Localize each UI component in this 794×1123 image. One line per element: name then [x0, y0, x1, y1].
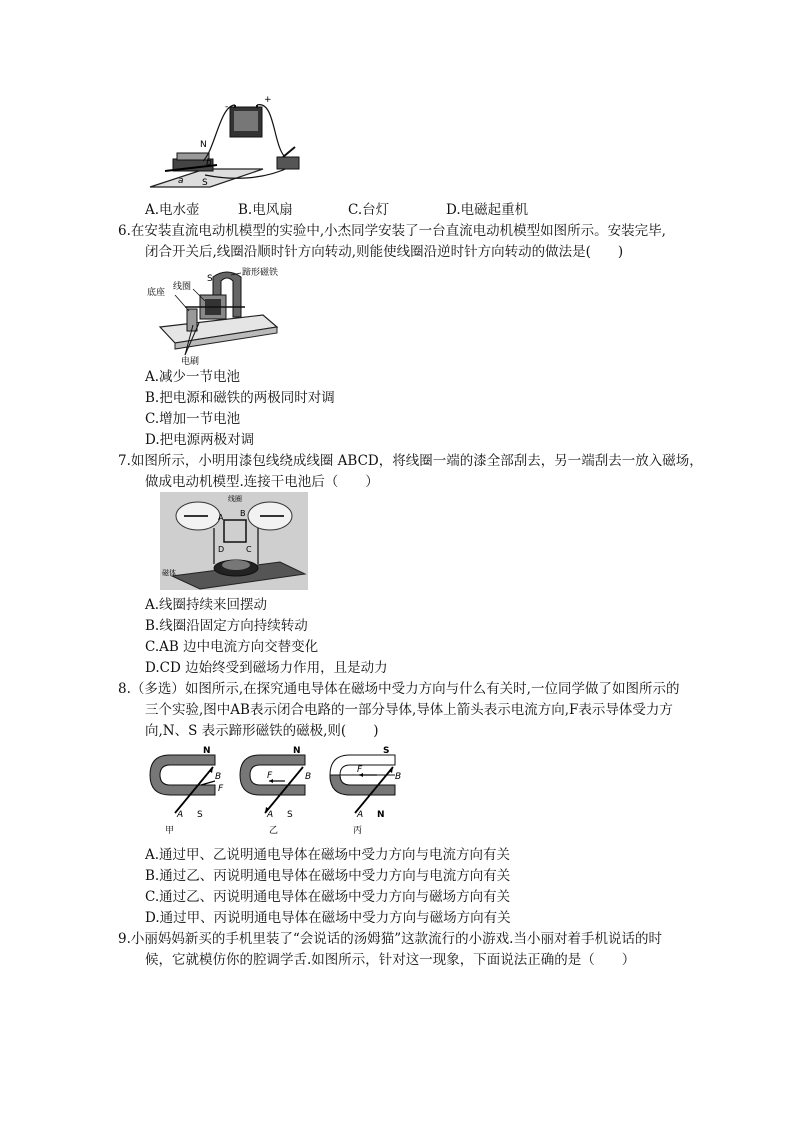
q6-stem-line1: 6.在安装直流电动机模型的实验中,小杰同学安装了一台直流电动机模型如图所示。安装完毕,	[118, 223, 666, 239]
q8-bing-f: F	[357, 765, 363, 775]
q6-stem-line2: 闭合开关后,线圈沿顺时针方向转动,则能使线圈沿逆时针方向转动的做法是( )	[145, 244, 624, 260]
q8-jia-top: N	[203, 746, 211, 756]
q7-coil-figure	[160, 492, 308, 590]
q8-stem-line3: 向,N、S 表示蹄形磁铁的磁极,则( )	[145, 723, 379, 739]
q8-yi-f: F	[267, 771, 273, 781]
q6-label-s: S	[207, 274, 213, 284]
q8-bing-a: A	[357, 810, 364, 820]
q5-option-c[interactable]: C.台灯	[348, 202, 390, 218]
q7-label-c: C	[246, 545, 252, 554]
q7-label-coil: 线圈	[228, 495, 242, 503]
q6-option-a[interactable]: A.减少一节电池	[145, 369, 241, 385]
q8-stem-line1: 8.（多选）如图所示,在探究通电导体在磁场中受力方向与什么有关时,一位同学做了如图所示的	[118, 681, 680, 697]
q8-stem-line2: 三个实验,图中AB表示闭合电路的一部分导体,导体上箭头表示电流方向,F表示导体受力方	[145, 702, 673, 718]
q6-option-c[interactable]: C.增加一节电池	[145, 411, 241, 427]
q8-yi-b: B	[305, 772, 312, 782]
q5-label-b: b	[206, 158, 212, 168]
q8-yi-top: N	[293, 746, 301, 756]
q6-label-coil: 线圈	[173, 282, 192, 292]
q7-label-magnet: 磁体	[162, 569, 176, 577]
q8-bing-caption: 丙	[353, 826, 363, 836]
q7-stem-line1: 7.如图所示，小明用漆包线绕成线圈 ABCD，将线圈一端的漆全部刮去，另一端刮去一放入磁场，	[118, 453, 703, 469]
q6-label-brush: 电刷	[181, 357, 200, 365]
q7-option-b[interactable]: B.线圈沿固定方向持续转动	[145, 618, 308, 634]
q5-label-plus: +	[264, 95, 272, 105]
q8-yi-a: A	[267, 810, 274, 820]
q5-option-a[interactable]: A.电水壶	[145, 202, 200, 218]
q9-stem-line2: 候，它就模仿你的腔调学舌.如图所示，针对这一现象，下面说法正确的是（ ）	[145, 952, 636, 968]
q5-circuit-figure	[145, 95, 305, 195]
q8-jia-a: A	[177, 810, 184, 820]
q8-magnets-svg	[145, 745, 405, 840]
q6-motor-svg	[145, 265, 285, 365]
q8-option-b[interactable]: B.通过乙、丙说明通电导体在磁场中受力方向与电流方向有关	[145, 868, 511, 884]
q5-label-n: N	[200, 140, 207, 150]
q5-circuit-svg	[145, 95, 305, 195]
q8-fig-bing	[330, 746, 401, 836]
q5-label-minus: -	[225, 102, 229, 112]
q8-bing-bottom: N	[377, 810, 385, 820]
q8-fig-jia	[150, 746, 224, 836]
q8-yi-bottom: S	[287, 810, 293, 820]
q8-figures	[145, 745, 405, 840]
q5-label-a: a	[178, 176, 184, 186]
q5-label-s: S	[202, 178, 208, 188]
q7-stem-line2: 做成电动机模型.连接干电池后（ ）	[145, 474, 379, 490]
q5-options	[145, 201, 528, 219]
q8-jia-f: F	[218, 784, 224, 794]
q7-label-d: D	[218, 545, 225, 554]
q6-label-magnet: 蹄形磁铁	[242, 268, 279, 278]
q7-coil-svg	[160, 492, 308, 590]
q8-option-d[interactable]: D.通过甲、丙说明通电导体在磁场中受力方向与磁场方向有关	[145, 910, 511, 926]
q7-option-c[interactable]: C.AB 边中电流方向交替变化	[145, 639, 319, 655]
q6-option-b[interactable]: B.把电源和磁铁的两极同时对调	[145, 390, 335, 406]
q8-jia-caption: 甲	[165, 826, 175, 836]
q5-option-d[interactable]: D.电磁起重机	[446, 202, 529, 218]
q6-option-d[interactable]: D.把电源两极对调	[145, 432, 255, 448]
q7-option-a[interactable]: A.线圈持续来回摆动	[145, 597, 268, 613]
q7-label-a: A	[218, 513, 224, 522]
q8-option-a[interactable]: A.通过甲、乙说明通电导体在磁场中受力方向与电流方向有关	[145, 847, 511, 863]
q8-jia-bottom: S	[197, 810, 203, 820]
q6-label-base: 底座	[147, 288, 166, 298]
q6-motor-figure	[145, 265, 285, 365]
q9-stem-line1: 9.小丽妈妈新买的手机里装了“会说话的汤姆猫”这款流行的小游戏.当小丽对着手机说话的时	[118, 931, 662, 947]
q8-option-c[interactable]: C.通过乙、丙说明通电导体在磁场中受力方向与磁场方向有关	[145, 889, 511, 905]
q8-yi-caption: 乙	[269, 826, 279, 836]
q8-fig-yi	[240, 746, 311, 836]
q8-jia-b: B	[215, 772, 222, 782]
q8-bing-top: S	[383, 746, 390, 756]
q5-option-b[interactable]: B.电风扇	[238, 202, 293, 218]
q8-bing-b: B	[395, 772, 402, 782]
q7-label-b: B	[240, 509, 246, 518]
q7-option-d[interactable]: D.CD 边始终受到磁场力作用，且是动力	[145, 660, 388, 676]
